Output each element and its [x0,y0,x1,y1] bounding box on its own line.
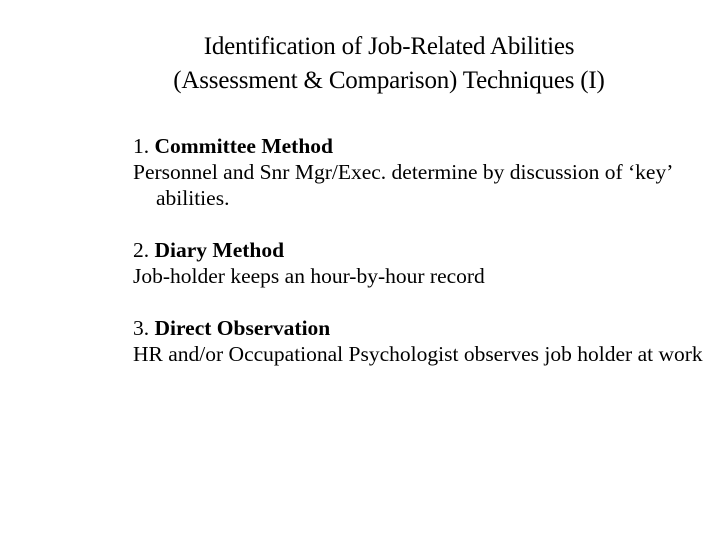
technique-name: Committee Method [154,134,334,158]
technique-list [133,133,703,367]
technique-item-direct-observation [133,315,703,367]
technique-name: Direct Observation [154,316,331,340]
technique-number: 1. [133,134,150,158]
technique-heading [133,133,703,159]
technique-number: 2. [133,238,150,262]
technique-heading [133,237,703,263]
slide-title-line-2: (Assessment & Comparison) Techniques (I) [173,67,605,94]
slide-title [0,30,720,98]
technique-description: Job-holder keeps an hour-by-hour record [133,264,485,288]
technique-name: Diary Method [154,238,285,262]
technique-description: HR and/or Occupational Psychologist observes job holder at work [133,342,703,366]
technique-number: 3. [133,316,150,340]
slide-title-line-1: Identification of Job-Related Abilities [203,33,575,60]
technique-item-diary [133,237,703,289]
technique-item-committee [133,133,703,211]
technique-heading [133,315,703,341]
technique-description: Personnel and Snr Mgr/Exec. determine by discussion of ‘key’ abilities. [133,160,672,210]
